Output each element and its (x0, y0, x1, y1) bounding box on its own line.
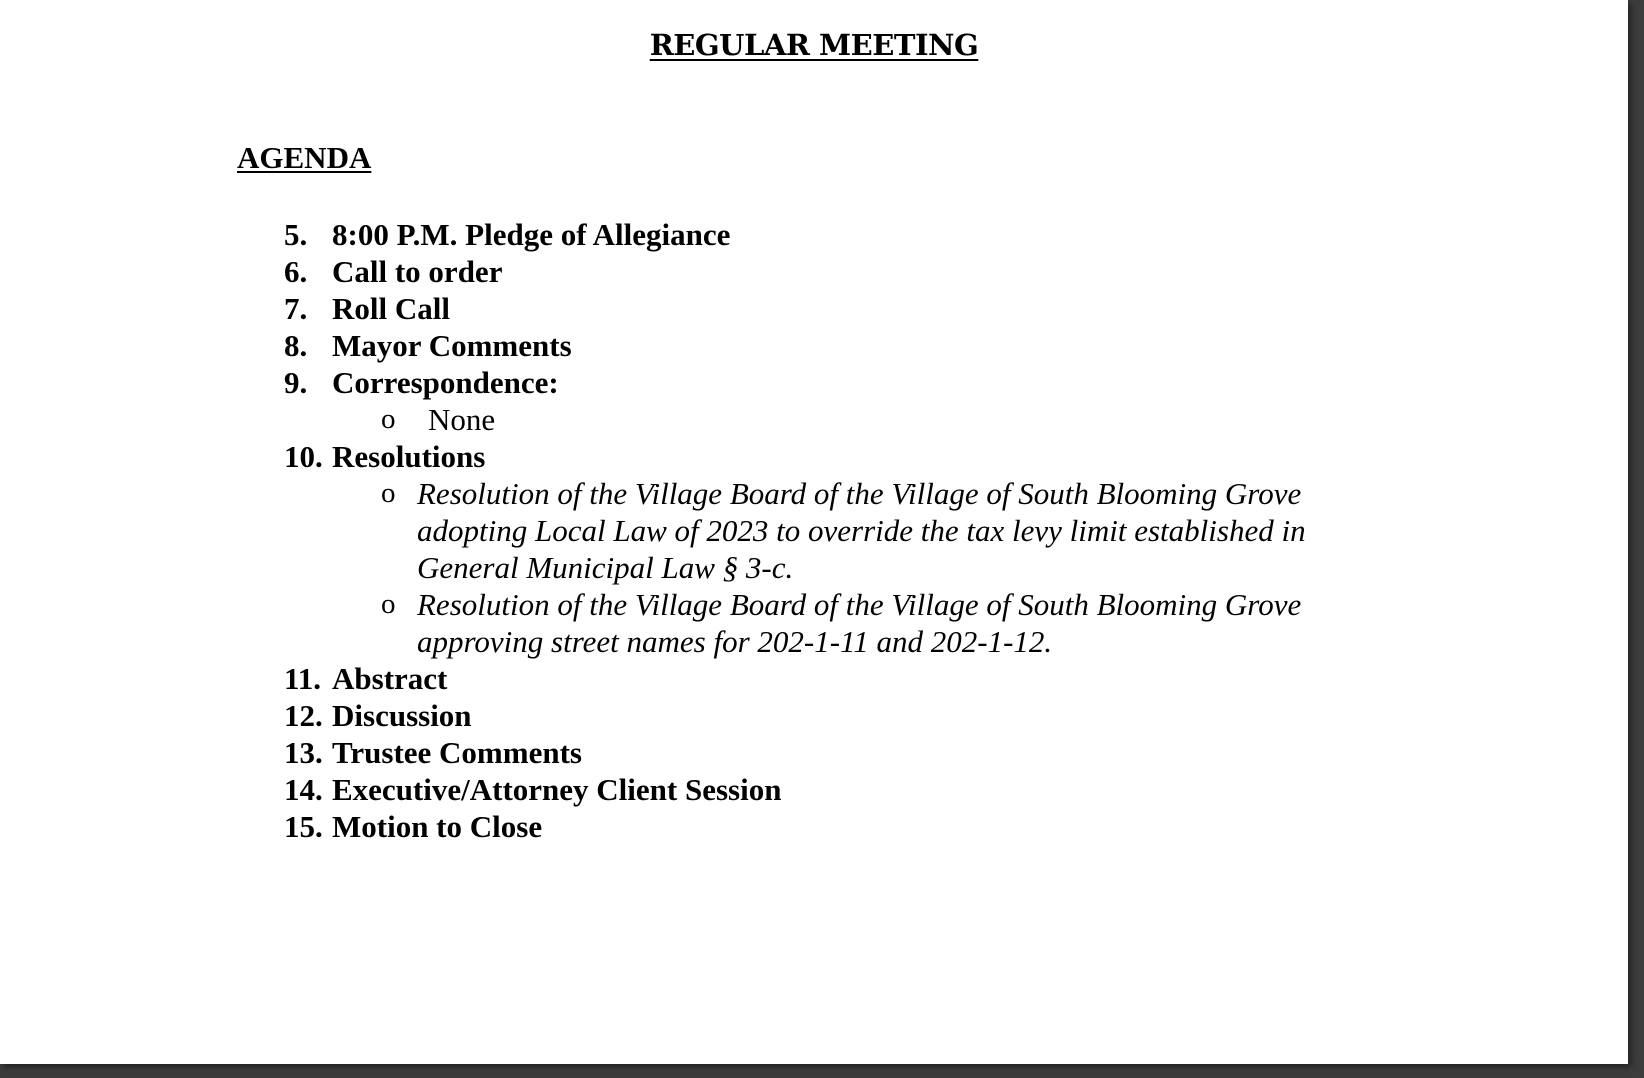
sub-item-text: Resolution of the Village Board of the Village of South Blooming Grove adopting Local Law of 2023 to override the tax levy limit established in General Municipal Law § 3-c. (417, 476, 1306, 585)
agenda-item (284, 771, 1484, 808)
item-number: 13. (284, 735, 323, 770)
agenda-heading: AGENDA (237, 140, 372, 175)
sub-item-text: None (428, 402, 496, 437)
item-text: Resolutions (332, 439, 486, 474)
item-text: Correspondence: (332, 365, 559, 400)
agenda-item (284, 697, 1484, 734)
item-text: Motion to Close (332, 809, 543, 844)
item-text: 8:00 P.M. Pledge of Allegiance (332, 217, 731, 252)
item-text: Executive/Attorney Client Session (332, 772, 782, 807)
sub-item (284, 475, 1484, 586)
document-title: REGULAR MEETING (649, 28, 979, 62)
agenda-item (284, 808, 1484, 845)
item-text: Discussion (332, 698, 472, 733)
item-text: Roll Call (332, 291, 450, 326)
item-number: 10. (284, 439, 323, 474)
agenda-item (284, 364, 1484, 438)
sub-item (284, 586, 1484, 660)
agenda-item (284, 327, 1484, 364)
item-number: 5. (284, 217, 308, 252)
item-number: 15. (284, 809, 323, 844)
agenda-item (284, 253, 1484, 290)
item-number: 7. (284, 291, 308, 326)
agenda-item (284, 438, 1484, 660)
agenda-item (284, 660, 1484, 697)
item-text: Call to order (332, 254, 503, 289)
agenda-item (284, 734, 1484, 771)
item-number: 8. (284, 328, 308, 363)
agenda-item (284, 216, 1484, 253)
bullet-icon: o (381, 477, 396, 509)
sub-list (284, 401, 1484, 438)
bullet-icon: o (381, 403, 396, 435)
item-number: 12. (284, 698, 323, 733)
item-text: Mayor Comments (332, 328, 572, 363)
sub-item-text: Resolution of the Village Board of the Village of South Blooming Grove approving street names for 202-1-11 and 202-1-12. (417, 587, 1302, 659)
item-number: 14. (284, 772, 323, 807)
sub-list (284, 475, 1484, 660)
item-number: 9. (284, 365, 308, 400)
item-number: 6. (284, 254, 308, 289)
item-number: 11. (284, 661, 322, 696)
sub-item (284, 401, 1484, 438)
item-text: Abstract (332, 661, 448, 696)
agenda-item (284, 290, 1484, 327)
bullet-icon: o (381, 588, 396, 620)
item-text: Trustee Comments (332, 735, 582, 770)
agenda-list (284, 216, 1484, 845)
